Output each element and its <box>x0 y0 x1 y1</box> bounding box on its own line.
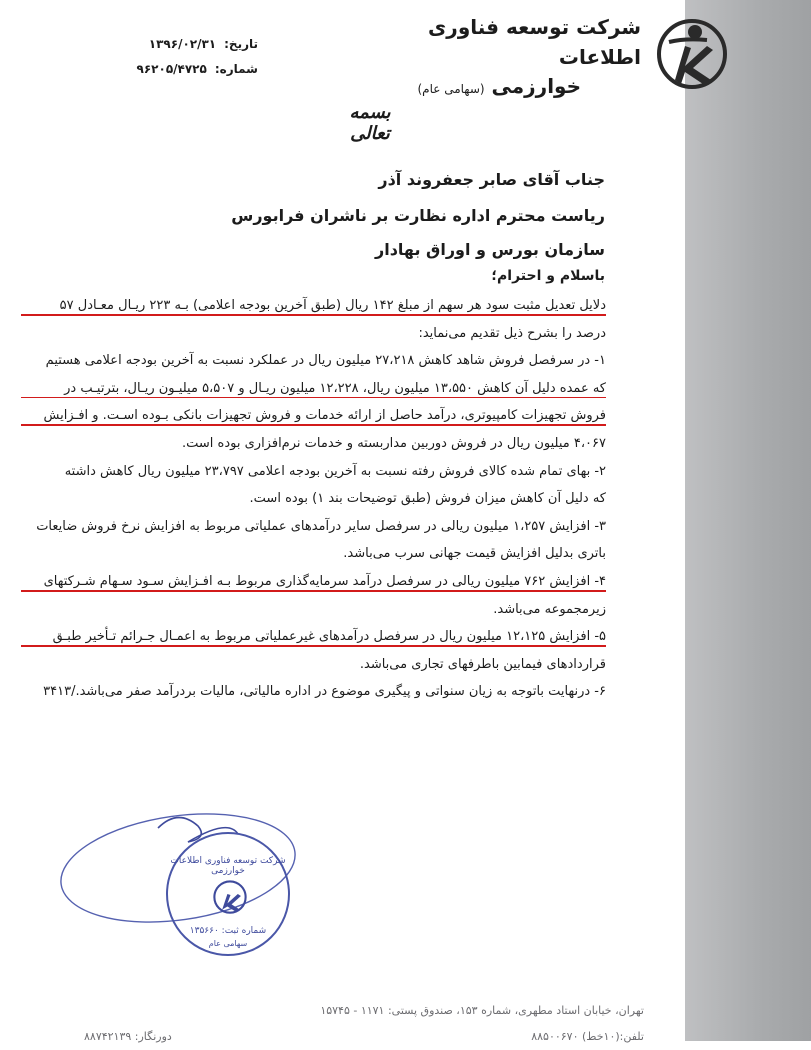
body-line-text: که عمده دلیل آن کاهش ۱۳،۵۵۰ میلیون ریال، ۱۲،۲۲۸ میلیون ریـال و ۵،۵۰۷ میلیـون ریـال، بترتیـب در <box>64 380 606 396</box>
company-stamp <box>58 798 308 968</box>
company-name-khwarizmi: خوارزمی <box>491 74 581 98</box>
red-underline <box>21 590 606 592</box>
number-row <box>128 57 258 82</box>
body-line <box>21 375 606 403</box>
bismillah-heading: بسمه تعالی <box>349 102 391 144</box>
body-line-text: قراردادهای فیمابین باطرفهای تجاری می‌باشد. <box>359 656 606 672</box>
stamp-logo-icon <box>205 870 255 920</box>
body-line-text: ۴- افزایش ۷۶۲ میلیون ریالی در سرفصل درآمد سرمایه‌گذاری مربوط بـه افـزایش سـود سـهام شـرکتهای <box>43 573 606 589</box>
red-underline <box>21 314 606 316</box>
body-line <box>21 347 606 375</box>
body-line <box>21 402 606 430</box>
red-underline <box>21 424 606 426</box>
letter-footer <box>84 998 644 1050</box>
company-name-line1: شرکت توسعه فناوری اطلاعات <box>427 15 641 69</box>
body-line-text: ۱- در سرفصل فروش شاهد کاهش ۲۷،۲۱۸ میلیون ریال در عملکرد نسبت به آخرین بودجه اعلامی هستیم <box>45 353 606 369</box>
body-line <box>21 623 606 651</box>
company-name <box>381 12 641 103</box>
body-line <box>21 651 606 679</box>
date-label: تاریخ: <box>224 37 258 51</box>
addressee-block <box>125 163 605 267</box>
number-label: شماره: <box>214 62 258 76</box>
footer-address: تهران، خیابان استاد مطهری، شماره ۱۵۳، صندوق پستی: ۱۱۷۱ - ۱۵۷۴۵ <box>320 1004 644 1017</box>
addressee-name: جناب آقای صابر جعفروند آذر <box>378 170 605 189</box>
body-line-text: ۵- افزایش ۱۲،۱۲۵ میلیون ریال در سرفصل درآمدهای غیرعملیاتی مربوط به اعمـال جـرائم تـأخیر طبـق <box>52 629 606 645</box>
body-line-text: ۴،۰۶۷ میلیون ریال در فروش دوربین مداربسته و خدمات نرم‌افزاری بوده است. <box>182 435 606 451</box>
footer-phone: تلفن:(۱۰خط) ۸۸۵۰۰۶۷۰ <box>531 1030 644 1043</box>
body-line <box>21 485 606 513</box>
red-underline <box>21 645 606 647</box>
body-line-text: درصد را بشرح ذیل تقدیم می‌نماید: <box>418 325 606 341</box>
stamp-seal <box>166 832 290 956</box>
body-line-text: دلایل تعدیل مثبت سود هر سهم از مبلغ ۱۴۲ ریال (طبق آخرین بودجه اعلامی) بـه ۲۲۳ ریـال معـادل ۵۷ <box>59 298 606 313</box>
body-line <box>21 513 606 541</box>
body-line <box>21 458 606 486</box>
letter-body <box>21 292 606 706</box>
body-line <box>21 540 606 568</box>
body-line-text: ۲- بهای تمام شده کالای فروش رفته نسبت به آخرین بودجه اعلامی ۲۳،۷۹۷ میلیون ریال کاهش داشته <box>64 463 606 479</box>
stamp-company-text: شرکت توسعه فناوری اطلاعات خوارزمی <box>170 856 286 876</box>
red-underline <box>21 397 606 399</box>
footer-fax: دورنگار: ۸۸۷۴۲۱۳۹ <box>84 1030 172 1043</box>
letter-meta <box>128 32 258 82</box>
body-line-text: ۳- افزایش ۱،۲۵۷ میلیون ریالی در سرفصل سایر درآمدهای عملیاتی مربوط به افزایش نرخ فروش ضایعات <box>36 518 606 534</box>
body-line-text: که دلیل آن کاهش میزان فروش (طبق توضیحات بند ۱) بوده است. <box>249 491 606 507</box>
greeting: باسلام و احترام؛ <box>491 268 605 284</box>
body-line-text: زیرمجموعه می‌باشد. <box>493 601 606 617</box>
stamp-type: سهامی عام <box>208 939 248 948</box>
body-line-text: باتری بدلیل افزایش قیمت جهانی سرب می‌باشد. <box>343 546 606 562</box>
stamp-registration: شماره ثبت: ۱۳۵۶۶۰ <box>189 926 267 936</box>
body-line <box>21 430 606 458</box>
body-line <box>21 320 606 348</box>
body-line <box>21 678 606 706</box>
addressee-organization: سازمان بورس و اوراق بهادار <box>375 240 605 259</box>
body-line-text: فروش تجهیزات کامپیوتری، درآمد حاصل از ارائه خدمات و فروش تجهیزات بانکی بـوده اسـت. و افـزایش <box>43 408 606 424</box>
addressee-title: ریاست محترم اداره نظارت بر ناشران فرابورس <box>231 206 605 225</box>
body-line <box>21 568 606 596</box>
body-line <box>21 292 606 320</box>
body-line-text: ۶- درنهایت باتوجه به زیان سنواتی و پیگیری موضوع در اداره مالیاتی، مالیات بردرآمد صفر می‌باشد./۳۴۱۳ <box>43 684 606 700</box>
company-logo-icon <box>655 2 729 98</box>
body-line <box>21 596 606 624</box>
number-value: ۹۶۲۰۵/۴۷۲۵ <box>136 62 207 76</box>
date-value: ۱۳۹۶/۰۲/۳۱ <box>148 37 217 51</box>
company-type: (سهامی عام) <box>417 82 485 96</box>
date-row <box>128 32 258 57</box>
company-name-line2 <box>381 72 641 103</box>
